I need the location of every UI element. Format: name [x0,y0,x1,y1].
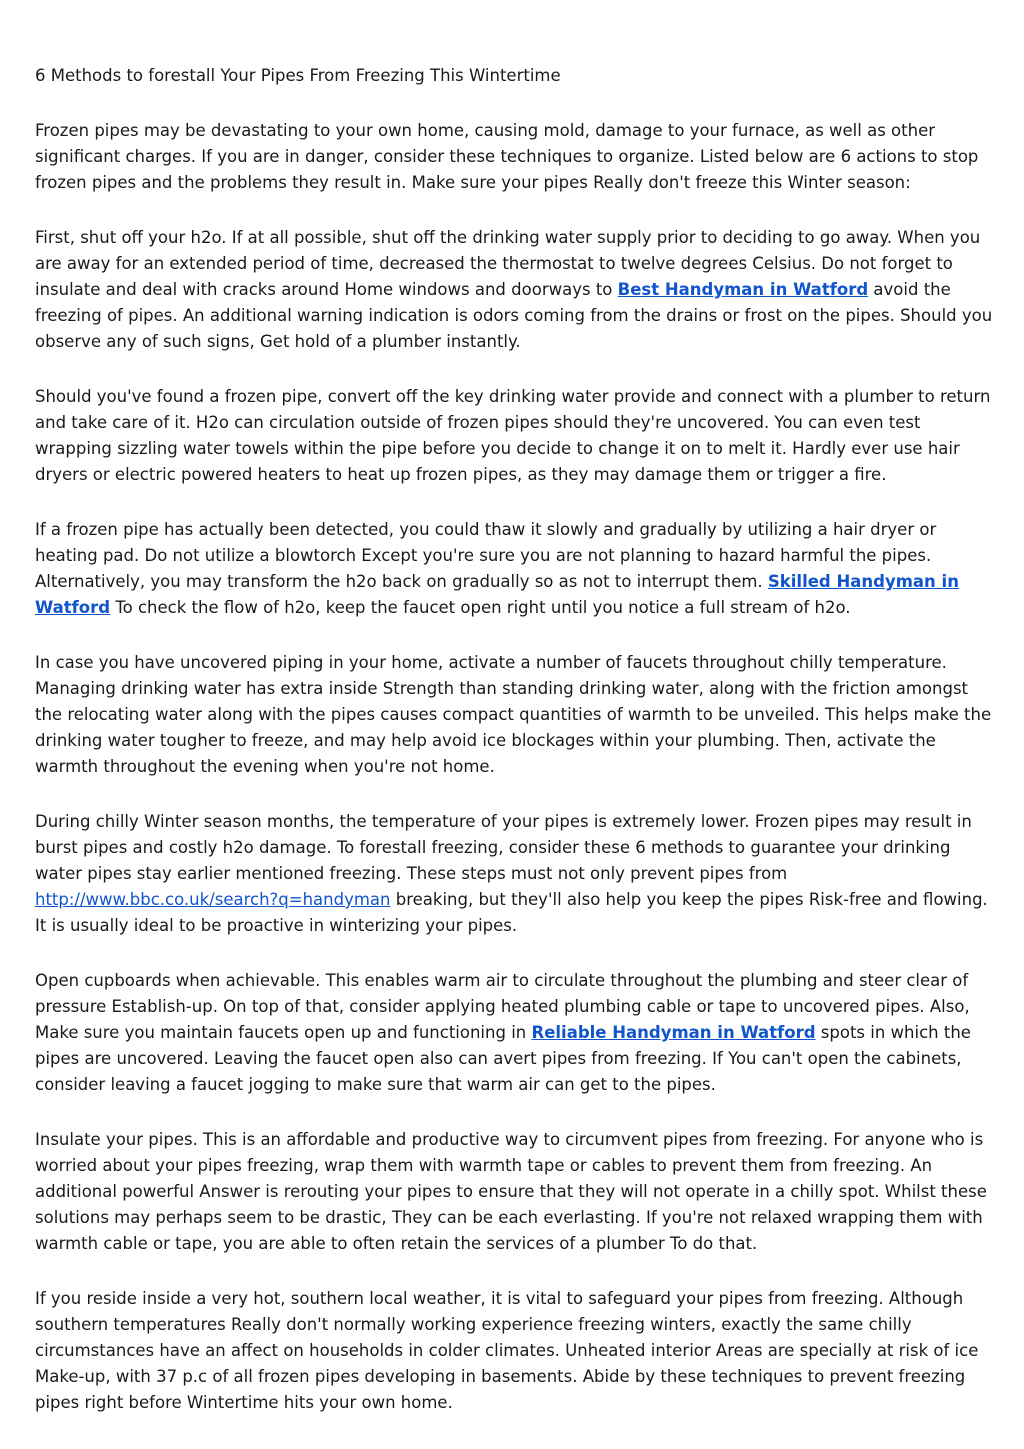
paragraph-text: If you reside inside a very hot, southern local weather, it is vital to safeguard your pipes from freezing. Although southern temperatures Really don't normally working experience freezing winters, exactly the same chilly circumstances have an affect on households in colder climates. Unheated interior Areas are specially at risk of ice Make-up, with 37 p.c of all frozen pipes developing in basements. Abide by these techniques to prevent freezing pipes right before Wintertime hits your own home. [35,1289,979,1412]
paragraph-text: First, shut off your h2o. If at all possible, shut off the drinking water supply prior to deciding to go away. When you are away for an extended period of time, decreased the thermostat to twelve degrees Celsius. Do not forget to insulate and deal with cracks around Home windows and doorways to [35,228,981,299]
paragraph-intro [35,118,994,196]
paragraph-text: In case you have uncovered piping in your home, activate a number of faucets throughout chilly temperature. Managing drinking water has extra inside Strength than standing drinking water, along with the friction amongst the relocating water along with the pipes causes compact quantities of warmth to be unveiled. This helps make the drinking water tougher to freeze, and may help avoid ice blockages within your plumbing. Then, activate the warmth throughout the evening when you're not home. [35,653,992,776]
paragraph-shut-off-water [35,225,994,355]
best-handyman-link[interactable]: Best Handyman in Watford [617,280,869,299]
paragraph-text: avoid the freezing of pipes. An additional warning indication is odors coming from the drains or frost on the pipes. Should you observe any of such signs, Get hold of a plumber instantly. [35,280,993,351]
paragraph-text: Should you've found a frozen pipe, convert off the key drinking water provide and connect with a plumber to return and take care of it. H2o can circulation outside of frozen pipes should they're uncovered. You can even test wrapping sizzling water towels within the pipe before you decide to change it on to melt it. Hardly ever use hair dryers or electric powered heaters to heat up frozen pipes, as they may damage them or trigger a fire. [35,387,991,484]
bbc-search-link[interactable]: http://www.bbc.co.uk/search?q=handyman [35,890,391,909]
document-title: 6 Methods to forestall Your Pipes From Freezing This Wintertime [35,66,561,85]
paragraph-uncovered-piping [35,650,994,780]
paragraph-winter-months [35,809,994,939]
reliable-handyman-link[interactable]: Reliable Handyman in Watford [531,1023,816,1042]
paragraph-text: Insulate your pipes. This is an affordable and productive way to circumvent pipes from freezing. For anyone who is worried about your pipes freezing, wrap them with warmth tape or cables to prevent them from freezing. An additional powerful Answer is rerouting your pipes to ensure that they will not operate in a chilly spot. Whilst these solutions may perhaps seem to be drastic, They can be each everlasting. If you're not relaxed wrapping them with warmth cable or tape, you are able to often retain the services of a plumber To do that. [35,1130,987,1253]
paragraph-thaw-slowly [35,517,994,621]
paragraph-text: If a frozen pipe has actually been detected, you could thaw it slowly and gradually by utilizing a hair dryer or heating pad. Do not utilize a blowtorch Except you're sure you are not planning to hazard harmful the pipes. Alternatively, you may transform the h2o back on gradually so as not to interrupt them. [35,520,937,591]
paragraph-insulate [35,1127,994,1257]
paragraph-southern-climate [35,1286,994,1416]
paragraph-text: To check the flow of h2o, keep the faucet open right until you notice a full stream of h2o. [110,598,851,617]
paragraph-text: Open cupboards when achievable. This enables warm air to circulate throughout the plumbing and steer clear of pressure Establish-up. On top of that, consider applying heated plumbing cable or tape to uncovered pipes. Also, Make sure you maintain faucets open up and functioning in [35,971,970,1042]
paragraph-open-cupboards [35,968,994,1098]
skilled-handyman-link[interactable]: Skilled Handyman in Watford [35,572,959,617]
paragraph-text: breaking, but they'll also help you keep the pipes Risk-free and flowing. It is usually ideal to be proactive in winterizing your pipes. [35,890,988,935]
paragraph-text: During chilly Winter season months, the temperature of your pipes is extremely lower. Frozen pipes may result in burst pipes and costly h2o damage. To forestall freezing, consider these 6 methods to guarantee your drinking water pipes stay earlier mentioned freezing. These steps must not only prevent pipes from [35,812,972,883]
paragraph-text: spots in which the pipes are uncovered. Leaving the faucet open also can avert pipes from freezing. If You can't open the cabinets, consider leaving a faucet jogging to make sure that warm air can get to the pipes. [35,1023,971,1094]
paragraph-found-frozen-pipe [35,384,994,488]
paragraph-text: Frozen pipes may be devastating to your own home, causing mold, damage to your furnace, as well as other significant charges. If you are in danger, consider these techniques to organize. Listed below are 6 actions to stop frozen pipes and the problems they result in. Make sure your pipes Really don't freeze this Winter season: [35,121,979,192]
